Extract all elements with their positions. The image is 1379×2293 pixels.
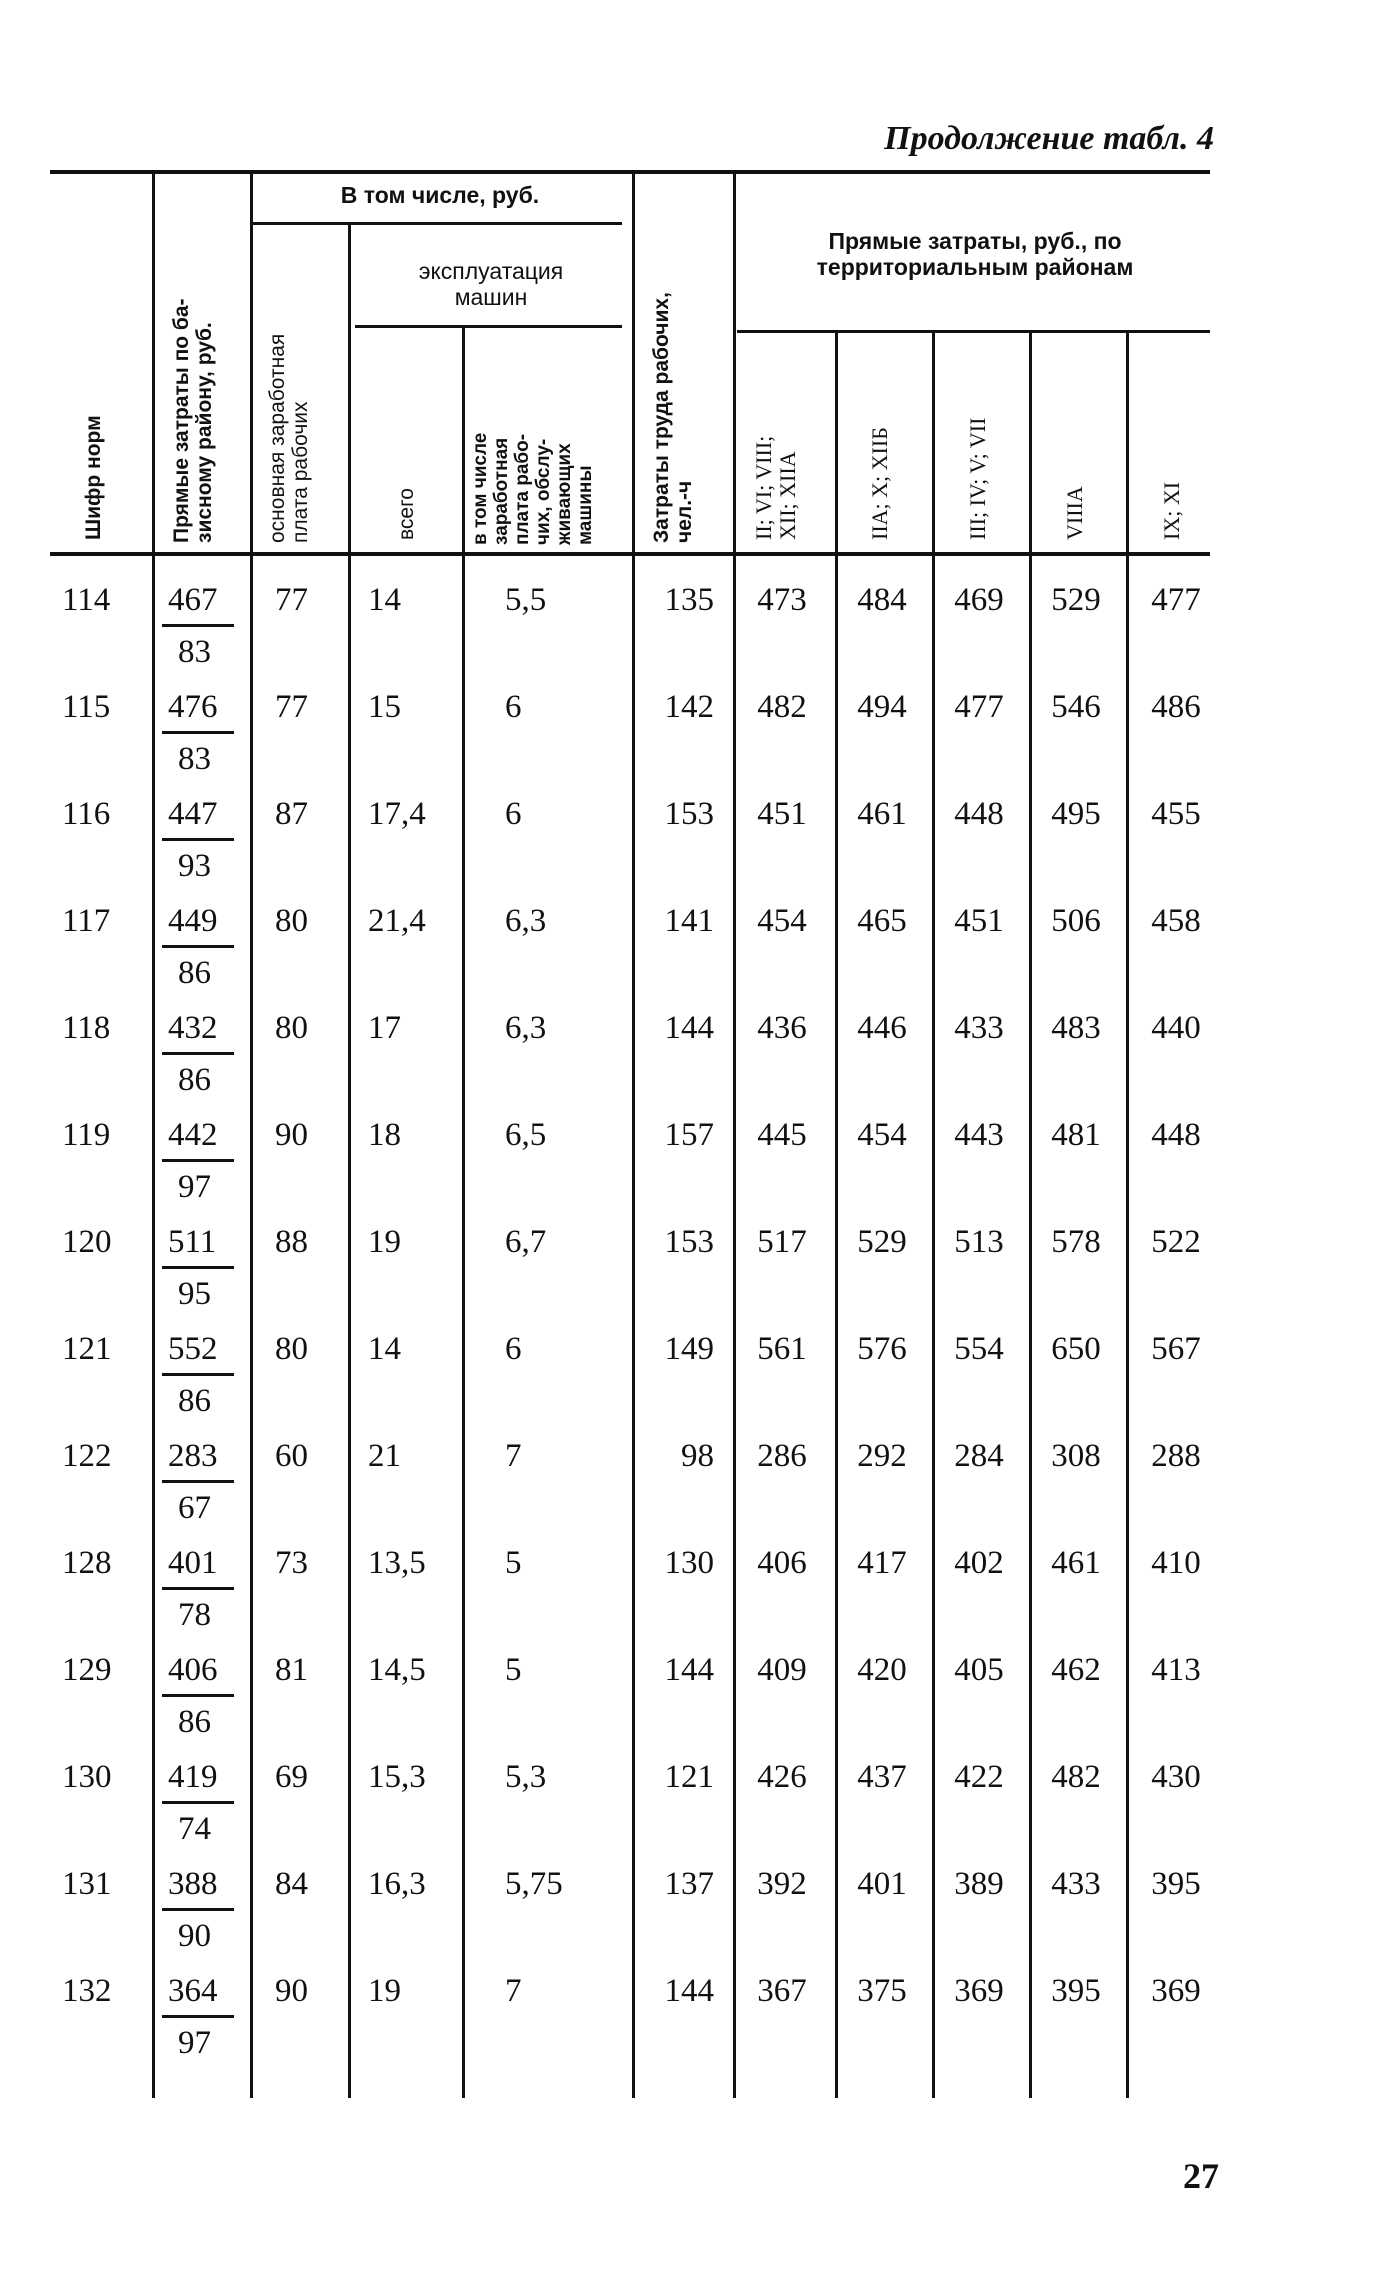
header-machine-group: эксплуатация машин [418, 258, 564, 310]
direct-cost: 388 [168, 1866, 218, 1902]
fraction-bar [162, 945, 234, 948]
region-cost: 495 [1051, 796, 1101, 832]
region-cost: 529 [1051, 582, 1101, 618]
region-cost: 454 [757, 903, 807, 939]
table-caption: Продолжение табл. 4 [884, 120, 1214, 157]
row-code: 122 [62, 1438, 112, 1474]
direct-wage: 78 [178, 1597, 211, 1633]
region-cost: 445 [757, 1117, 807, 1153]
fraction-bar [162, 2015, 234, 2018]
labor-cost: 135 [664, 582, 714, 618]
direct-cost: 283 [168, 1438, 218, 1474]
base-wage: 88 [275, 1224, 308, 1260]
region-cost: 433 [954, 1010, 1004, 1046]
machine-total: 21,4 [368, 903, 426, 939]
machine-wage: 7 [505, 1438, 522, 1474]
fraction-bar [162, 1480, 234, 1483]
header-divider [835, 333, 838, 554]
labor-cost: 98 [681, 1438, 714, 1474]
base-wage: 73 [275, 1545, 308, 1581]
direct-cost: 432 [168, 1010, 218, 1046]
machine-total: 21 [368, 1438, 401, 1474]
region-cost: 308 [1051, 1438, 1101, 1474]
direct-wage: 95 [178, 1276, 211, 1312]
direct-wage: 86 [178, 1704, 211, 1740]
labor-cost: 153 [664, 1224, 714, 1260]
region-cost: 405 [954, 1652, 1004, 1688]
region-cost: 481 [1051, 1117, 1101, 1153]
machine-wage: 6 [505, 1331, 522, 1367]
direct-wage: 86 [178, 1062, 211, 1098]
region-cost: 420 [857, 1652, 907, 1688]
machine-total: 14,5 [368, 1652, 426, 1688]
region-cost: 451 [757, 796, 807, 832]
direct-cost: 419 [168, 1759, 218, 1795]
region-cost: 440 [1151, 1010, 1201, 1046]
body-divider [348, 556, 351, 2098]
fraction-bar [162, 1587, 234, 1590]
direct-cost: 442 [168, 1117, 218, 1153]
direct-cost: 406 [168, 1652, 218, 1688]
fraction-bar [162, 838, 234, 841]
labor-cost: 149 [664, 1331, 714, 1367]
header-divider [152, 170, 155, 554]
header-incl-group: В том числе, руб. [340, 182, 540, 208]
direct-wage: 67 [178, 1490, 211, 1526]
region-cost: 483 [1051, 1010, 1101, 1046]
header-bottom-rule [50, 552, 1210, 556]
machine-total: 15,3 [368, 1759, 426, 1795]
region-cost: 448 [1151, 1117, 1201, 1153]
machine-wage: 6,7 [505, 1224, 547, 1260]
direct-wage: 90 [178, 1918, 211, 1954]
top-rule [50, 170, 1210, 174]
row-code: 121 [62, 1331, 112, 1367]
direct-wage: 83 [178, 634, 211, 670]
row-code: 118 [62, 1010, 111, 1046]
header-divider [250, 170, 253, 554]
labor-cost: 141 [664, 903, 714, 939]
base-wage: 69 [275, 1759, 308, 1795]
machine-wage: 5 [505, 1652, 522, 1688]
machine-total: 16,3 [368, 1866, 426, 1902]
direct-wage: 97 [178, 2025, 211, 2061]
header-region-1: II; VI; VIII; XII; XIIA [751, 435, 800, 540]
region-cost: 578 [1051, 1224, 1101, 1260]
header-divider [632, 170, 635, 554]
fraction-bar [162, 1801, 234, 1804]
body-divider [1029, 556, 1032, 2098]
region-cost: 469 [954, 582, 1004, 618]
header-machine-wage: в том числе заработная плата рабо- чих, обслу- живающих машины [470, 432, 596, 545]
region-cost: 292 [857, 1438, 907, 1474]
machine-wage: 5 [505, 1545, 522, 1581]
base-wage: 80 [275, 1010, 308, 1046]
region-cost: 369 [1151, 1973, 1201, 2009]
region-cost: 375 [857, 1973, 907, 2009]
direct-cost: 552 [168, 1331, 218, 1367]
row-code: 130 [62, 1759, 112, 1795]
region-cost: 369 [954, 1973, 1004, 2009]
header-region-3: III; IV; V; VII [965, 417, 990, 540]
region-cost: 446 [857, 1010, 907, 1046]
direct-cost: 476 [168, 689, 218, 725]
region-cost: 406 [757, 1545, 807, 1581]
fraction-bar [162, 1373, 234, 1376]
direct-cost: 467 [168, 582, 218, 618]
region-cost: 430 [1151, 1759, 1201, 1795]
direct-cost: 447 [168, 796, 218, 832]
region-cost: 529 [857, 1224, 907, 1260]
direct-cost: 401 [168, 1545, 218, 1581]
fraction-bar [162, 1694, 234, 1697]
machine-wage: 6,3 [505, 1010, 547, 1046]
region-cost: 461 [1051, 1545, 1101, 1581]
region-cost: 451 [954, 903, 1004, 939]
base-wage: 84 [275, 1866, 308, 1902]
machine-total: 14 [368, 1331, 401, 1367]
row-code: 129 [62, 1652, 112, 1688]
machine-total: 17 [368, 1010, 401, 1046]
fraction-bar [162, 1908, 234, 1911]
header-machine-total: всего [395, 488, 418, 540]
region-cost: 482 [1051, 1759, 1101, 1795]
body-divider [152, 556, 155, 2098]
header-divider [462, 328, 465, 554]
region-cost: 443 [954, 1117, 1004, 1153]
region-cost: 546 [1051, 689, 1101, 725]
region-cost: 288 [1151, 1438, 1201, 1474]
header-divider [1126, 333, 1129, 554]
region-cost: 650 [1051, 1331, 1101, 1367]
region-cost: 417 [857, 1545, 907, 1581]
region-cost: 486 [1151, 689, 1201, 725]
machine-total: 17,4 [368, 796, 426, 832]
region-cost: 461 [857, 796, 907, 832]
header-divider [1029, 333, 1032, 554]
region-cost: 409 [757, 1652, 807, 1688]
region-cost: 465 [857, 903, 907, 939]
region-cost: 477 [954, 689, 1004, 725]
header-direct-base: Прямые затраты по ба- зисному району, руб. [170, 298, 216, 543]
header-code: Шифр норм [82, 415, 105, 540]
region-cost: 455 [1151, 796, 1201, 832]
region-cost: 458 [1151, 903, 1201, 939]
base-wage: 60 [275, 1438, 308, 1474]
machine-wage: 6 [505, 689, 522, 725]
row-code: 120 [62, 1224, 112, 1260]
labor-cost: 144 [664, 1010, 714, 1046]
machine-wage: 5,3 [505, 1759, 547, 1795]
direct-wage: 86 [178, 955, 211, 991]
direct-wage: 83 [178, 741, 211, 777]
header-divider [348, 225, 351, 554]
machine-total: 18 [368, 1117, 401, 1153]
region-cost: 422 [954, 1759, 1004, 1795]
labor-cost: 153 [664, 796, 714, 832]
fraction-bar [162, 624, 234, 627]
machine-total: 13,5 [368, 1545, 426, 1581]
row-code: 115 [62, 689, 111, 725]
header-labor: Затраты труда рабочих, чел.-ч [650, 292, 696, 543]
region-cost: 389 [954, 1866, 1004, 1902]
direct-cost: 511 [168, 1224, 217, 1260]
machine-total: 19 [368, 1973, 401, 2009]
body-divider [250, 556, 253, 2098]
region-cost: 554 [954, 1331, 1004, 1367]
row-code: 131 [62, 1866, 112, 1902]
region-cost: 484 [857, 582, 907, 618]
region-group-rule [737, 330, 1210, 333]
machine-total: 14 [368, 582, 401, 618]
region-cost: 286 [757, 1438, 807, 1474]
row-code: 117 [62, 903, 111, 939]
region-cost: 576 [857, 1331, 907, 1367]
header-divider [932, 333, 935, 554]
region-cost: 477 [1151, 582, 1201, 618]
region-cost: 482 [757, 689, 807, 725]
machine-wage: 5,75 [505, 1866, 563, 1902]
machine-wage: 5,5 [505, 582, 547, 618]
direct-wage: 86 [178, 1383, 211, 1419]
region-cost: 513 [954, 1224, 1004, 1260]
direct-wage: 93 [178, 848, 211, 884]
machine-wage: 6,5 [505, 1117, 547, 1153]
row-code: 132 [62, 1973, 112, 2009]
region-cost: 284 [954, 1438, 1004, 1474]
region-cost: 392 [757, 1866, 807, 1902]
body-divider [632, 556, 635, 2098]
labor-cost: 157 [664, 1117, 714, 1153]
direct-wage: 74 [178, 1811, 211, 1847]
base-wage: 90 [275, 1117, 308, 1153]
body-divider [733, 556, 736, 2098]
region-cost: 522 [1151, 1224, 1201, 1260]
header-region-group: Прямые затраты, руб., по территориальным районам [816, 228, 1134, 280]
row-code: 114 [62, 582, 111, 618]
labor-cost: 121 [664, 1759, 714, 1795]
body-divider [462, 556, 465, 2098]
region-cost: 436 [757, 1010, 807, 1046]
region-cost: 517 [757, 1224, 807, 1260]
region-cost: 367 [757, 1973, 807, 2009]
header-region-2: IIA; X; XIIБ [867, 427, 892, 540]
region-cost: 410 [1151, 1545, 1201, 1581]
labor-cost: 144 [664, 1652, 714, 1688]
labor-cost: 130 [664, 1545, 714, 1581]
region-cost: 473 [757, 582, 807, 618]
base-wage: 80 [275, 1331, 308, 1367]
fraction-bar [162, 1052, 234, 1055]
incl-group-rule [250, 222, 622, 225]
region-cost: 494 [857, 689, 907, 725]
region-cost: 433 [1051, 1866, 1101, 1902]
header-divider [733, 170, 736, 554]
base-wage: 81 [275, 1652, 308, 1688]
page-number: 27 [1183, 2156, 1219, 2196]
labor-cost: 137 [664, 1866, 714, 1902]
base-wage: 90 [275, 1973, 308, 2009]
machine-wage: 6 [505, 796, 522, 832]
base-wage: 80 [275, 903, 308, 939]
header-region-5: IX; XI [1159, 481, 1184, 540]
region-cost: 561 [757, 1331, 807, 1367]
header-region-4: VIIIA [1062, 486, 1087, 540]
fraction-bar [162, 1266, 234, 1269]
direct-cost: 449 [168, 903, 218, 939]
body-divider [835, 556, 838, 2098]
region-cost: 413 [1151, 1652, 1201, 1688]
machine-group-rule [355, 325, 622, 328]
header-base-wage: основная заработная плата рабочих [266, 333, 312, 543]
direct-cost: 364 [168, 1973, 218, 2009]
fraction-bar [162, 1159, 234, 1162]
machine-total: 15 [368, 689, 401, 725]
machine-wage: 7 [505, 1973, 522, 2009]
region-cost: 437 [857, 1759, 907, 1795]
region-cost: 401 [857, 1866, 907, 1902]
region-cost: 448 [954, 796, 1004, 832]
region-cost: 402 [954, 1545, 1004, 1581]
base-wage: 87 [275, 796, 308, 832]
machine-total: 19 [368, 1224, 401, 1260]
region-cost: 454 [857, 1117, 907, 1153]
region-cost: 567 [1151, 1331, 1201, 1367]
row-code: 119 [62, 1117, 111, 1153]
body-divider [1126, 556, 1129, 2098]
base-wage: 77 [275, 689, 308, 725]
body-divider [932, 556, 935, 2098]
region-cost: 395 [1151, 1866, 1201, 1902]
direct-wage: 97 [178, 1169, 211, 1205]
labor-cost: 144 [664, 1973, 714, 2009]
row-code: 128 [62, 1545, 112, 1581]
machine-wage: 6,3 [505, 903, 547, 939]
fraction-bar [162, 731, 234, 734]
row-code: 116 [62, 796, 111, 832]
region-cost: 462 [1051, 1652, 1101, 1688]
region-cost: 426 [757, 1759, 807, 1795]
base-wage: 77 [275, 582, 308, 618]
region-cost: 506 [1051, 903, 1101, 939]
labor-cost: 142 [664, 689, 714, 725]
region-cost: 395 [1051, 1973, 1101, 2009]
